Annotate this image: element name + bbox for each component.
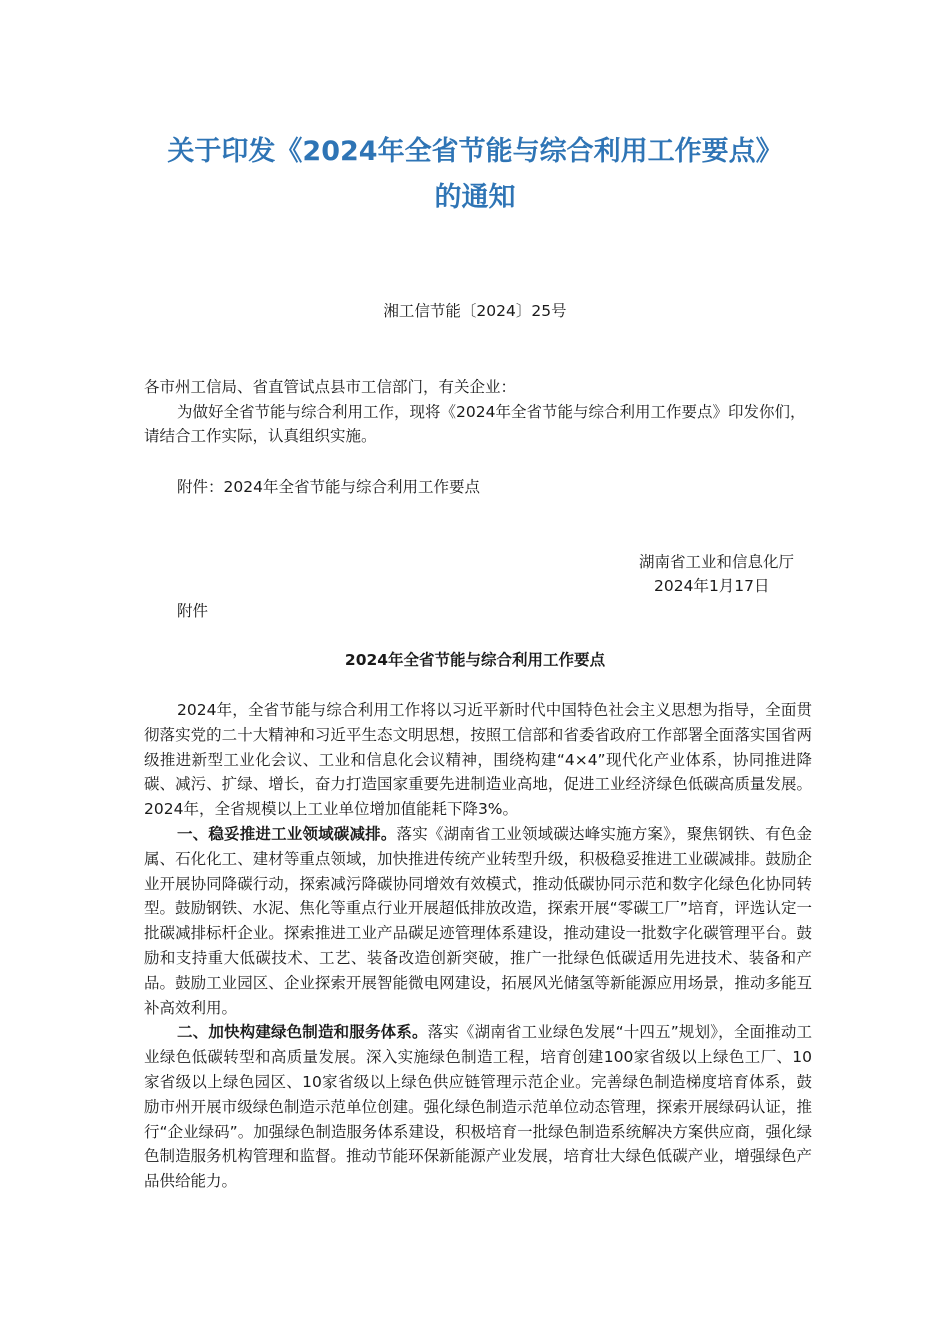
paragraph-section-1 bbox=[144, 822, 812, 1020]
section-1-body: 落实《湖南省工业领域碳达峰实施方案》，聚焦钢铁、有色金属、石化化工、建材等重点领域，加快推进传统产业转型升级，积极稳妥推进工业碳减排。鼓励企业开展协同降碳行动，探索减污降碳协同增效有效模式，推动低碳协同示范和数字化绿色化协同转型。鼓励钢铁、水泥、焦化等重点行业开展超低排放改造，探索开展“零碳工厂”培育，评选认定一批碳减排标杆企业。探索推进工业产品碳足迹管理体系建设，推动建设一批数字化碳管理平台。鼓励和支持重大低碳技术、工艺、装备改造创新突破，推广一批绿色低碳适用先进技术、装备和产品。鼓励工业园区、企业探索开展智能微电网建设，拓展风光储氢等新能源应用场景，推动多能互补高效利用。 bbox=[144, 824, 812, 1017]
attachment-line-text: 附件：2024年全省节能与综合利用工作要点 bbox=[177, 478, 480, 496]
intro-paragraph: 为做好全省节能与综合利用工作，现将《2024年全省节能与综合利用工作要点》印发你们，请结合工作实际，认真组织实施。 bbox=[144, 402, 806, 445]
signature-date: 2024年1月17日 bbox=[654, 577, 770, 595]
attachment-label: 附件 bbox=[177, 602, 209, 620]
document-number: 湘工信节能〔2024〕25号 bbox=[383, 302, 567, 320]
section-1-heading: 一、稳妥推进工业领域碳减排。 bbox=[177, 824, 397, 843]
section-2-heading: 二、加快构建绿色制造和服务体系。 bbox=[177, 1023, 428, 1042]
salutation: 各市州工信局、省直管试点县市工信部门，有关企业： bbox=[144, 378, 517, 396]
paragraph-section-2 bbox=[144, 1020, 812, 1194]
letter-body bbox=[144, 375, 812, 449]
attachment-title: 2024年全省节能与综合利用工作要点 bbox=[344, 651, 606, 669]
title-line-1: 关于印发《2024年全省节能与综合利用工作要点》 bbox=[167, 136, 783, 167]
title-line-2: 的通知 bbox=[434, 182, 516, 213]
section-2-body: 落实《湖南省工业绿色发展“十四五”规划》，全面推动工业绿色低碳转型和高质量发展。深入实施绿色制造工程，培育创建100家省级以上绿色工厂、10家省级以上绿色园区、10家省级以上绿色供应链管理示范企业。完善绿色制造梯度培育体系，鼓励市州开展市级绿色制造示范单位创建。强化绿色制造示范单位动态管理，探索开展绿码认证，推行“企业绿码”。加强绿色制造服务体系建设，积极培育一批绿色制造系统解决方案供应商，强化绿色制造服务机构管理和监督。推动节能环保新能源产业发展，培育壮大绿色低碳产业，增强绿色产品供给能力。 bbox=[144, 1023, 812, 1191]
paragraph-intro: 2024年，全省节能与综合利用工作将以习近平新时代中国特色社会主义思想为指导，全面贯彻落实党的二十大精神和习近平生态文明思想，按照工信部和省委省政府工作部署全面落实国省两级推进新型工业化会议、工业和信息化会议精神，围绕构建“4×4”现代化产业体系，协同推进降碳、减污、扩绿、增长，奋力打造国家重要先进制造业高地，促进工业经济绿色低碳高质量发展。2024年，全省规模以上工业单位增加值能耗下降3%。 bbox=[144, 701, 812, 819]
attachment-body bbox=[144, 698, 812, 1194]
attachment-line bbox=[144, 475, 812, 500]
signature-org: 湖南省工业和信息化厅 bbox=[639, 553, 795, 571]
document-title bbox=[0, 129, 950, 221]
